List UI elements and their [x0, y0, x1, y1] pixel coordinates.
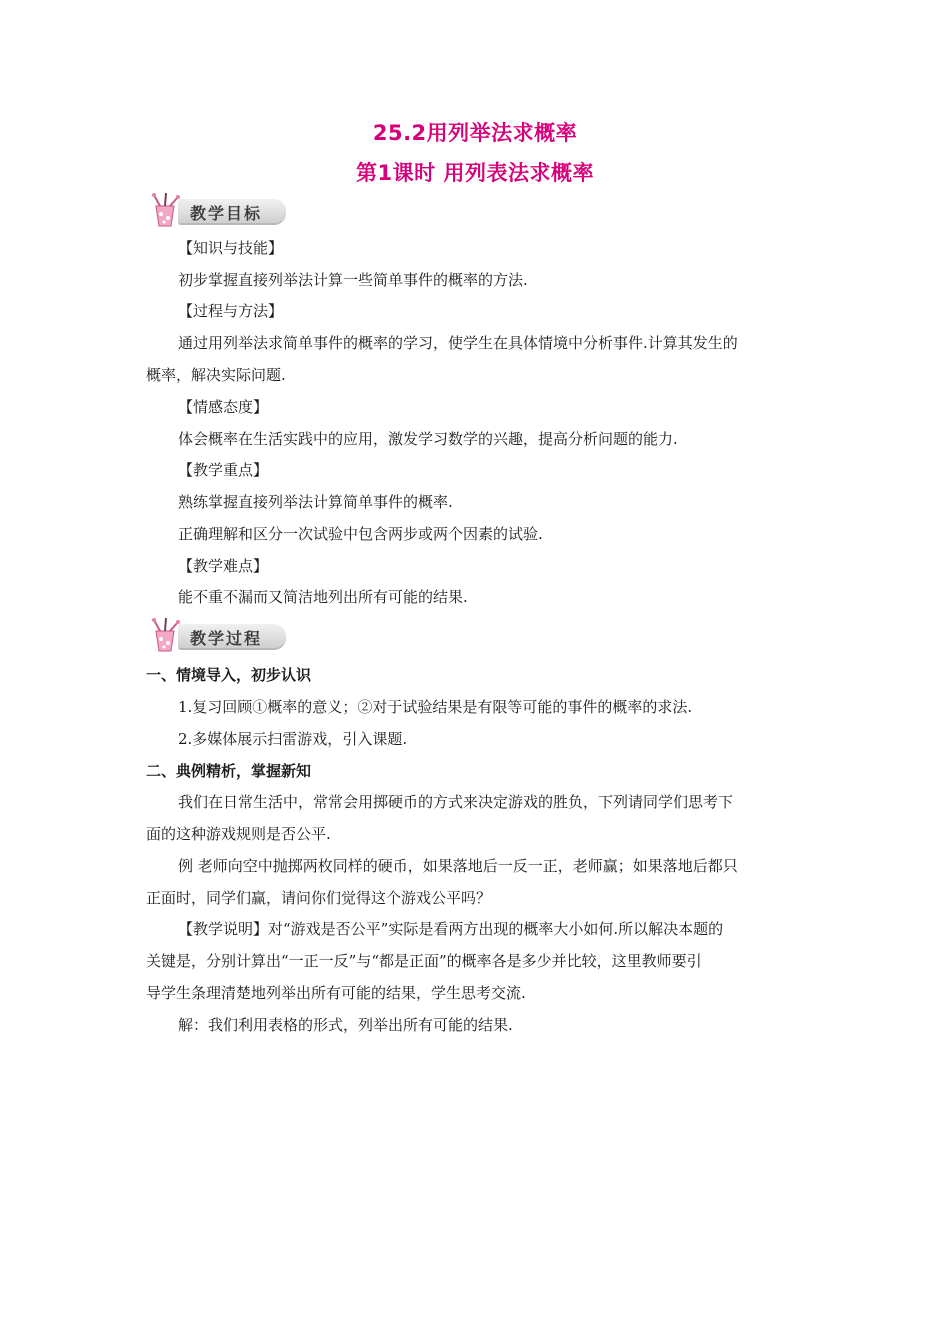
part2-heading: 二、典例精析，掌握新知: [146, 762, 312, 780]
attitude-heading: 【情感态度】: [178, 398, 269, 416]
key-point-text-2: 正确理解和区分一次试验中包含两步或两个因素的试验.: [178, 525, 543, 543]
lesson-title: 25.2用列举法求概率: [372, 121, 578, 145]
method-text-line-1: 通过用列举法求简单事件的概率的学习，使学生在具体情境中分析事件.计算其发生的: [178, 334, 738, 352]
teaching-note-line-1: 【教学说明】对“游戏是否公平”实际是看两方出现的概率大小如何.所以解决本题的: [178, 920, 724, 938]
teaching-note-line-3: 导学生条理清楚地列举出所有可能的结果，学生思考交流.: [146, 984, 526, 1002]
knowledge-heading: 【知识与技能】: [178, 239, 284, 257]
objectives-section-badge: [146, 192, 296, 228]
part1-item-1: 1.复习回顾①概率的意义；②对于试验结果是有限等可能的事件的概率的求法.: [178, 698, 693, 716]
lesson-subtitle: 第1课时 用列表法求概率: [356, 161, 594, 185]
key-point-heading: 【教学重点】: [178, 461, 269, 479]
method-text-line-2: 概率，解决实际问题.: [146, 366, 286, 384]
knowledge-text: 初步掌握直接列举法计算一些简单事件的概率的方法.: [178, 271, 528, 289]
process-section-badge: [146, 617, 296, 653]
part1-heading: 一、情境导入，初步认识: [146, 666, 312, 684]
part1-item-2: 2.多媒体展示扫雷游戏，引入课题.: [178, 730, 408, 748]
difficulty-heading: 【教学难点】: [178, 557, 269, 575]
intro-paragraph-line-1: 我们在日常生活中，常常会用掷硬币的方式来决定游戏的胜负，下列请同学们思考下: [178, 793, 734, 811]
example-line-2: 正面时，同学们赢，请问你们觉得这个游戏公平吗？: [146, 889, 492, 907]
key-point-text-1: 熟练掌握直接列举法计算简单事件的概率.: [178, 493, 453, 511]
difficulty-text: 能不重不漏而又简洁地列出所有可能的结果.: [178, 588, 468, 606]
example-line-1: 例 老师向空中抛掷两枚同样的硬币，如果落地后一反一正，老师赢；如果落地后都只: [178, 857, 738, 875]
teaching-note-line-2: 关键是，分别计算出“一正一反”与“都是正面”的概率各是多少并比较，这里教师要引: [146, 952, 702, 970]
method-heading: 【过程与方法】: [178, 302, 284, 320]
intro-paragraph-line-2: 面的这种游戏规则是否公平.: [146, 825, 331, 843]
process-badge-label: 教学过程: [190, 629, 263, 648]
solution-line: 解：我们利用表格的形式，列举出所有可能的结果.: [178, 1016, 513, 1034]
objectives-badge-label: 教学目标: [190, 204, 263, 223]
attitude-text: 体会概率在生活实践中的应用，激发学习数学的兴趣，提高分析问题的能力.: [178, 430, 678, 448]
